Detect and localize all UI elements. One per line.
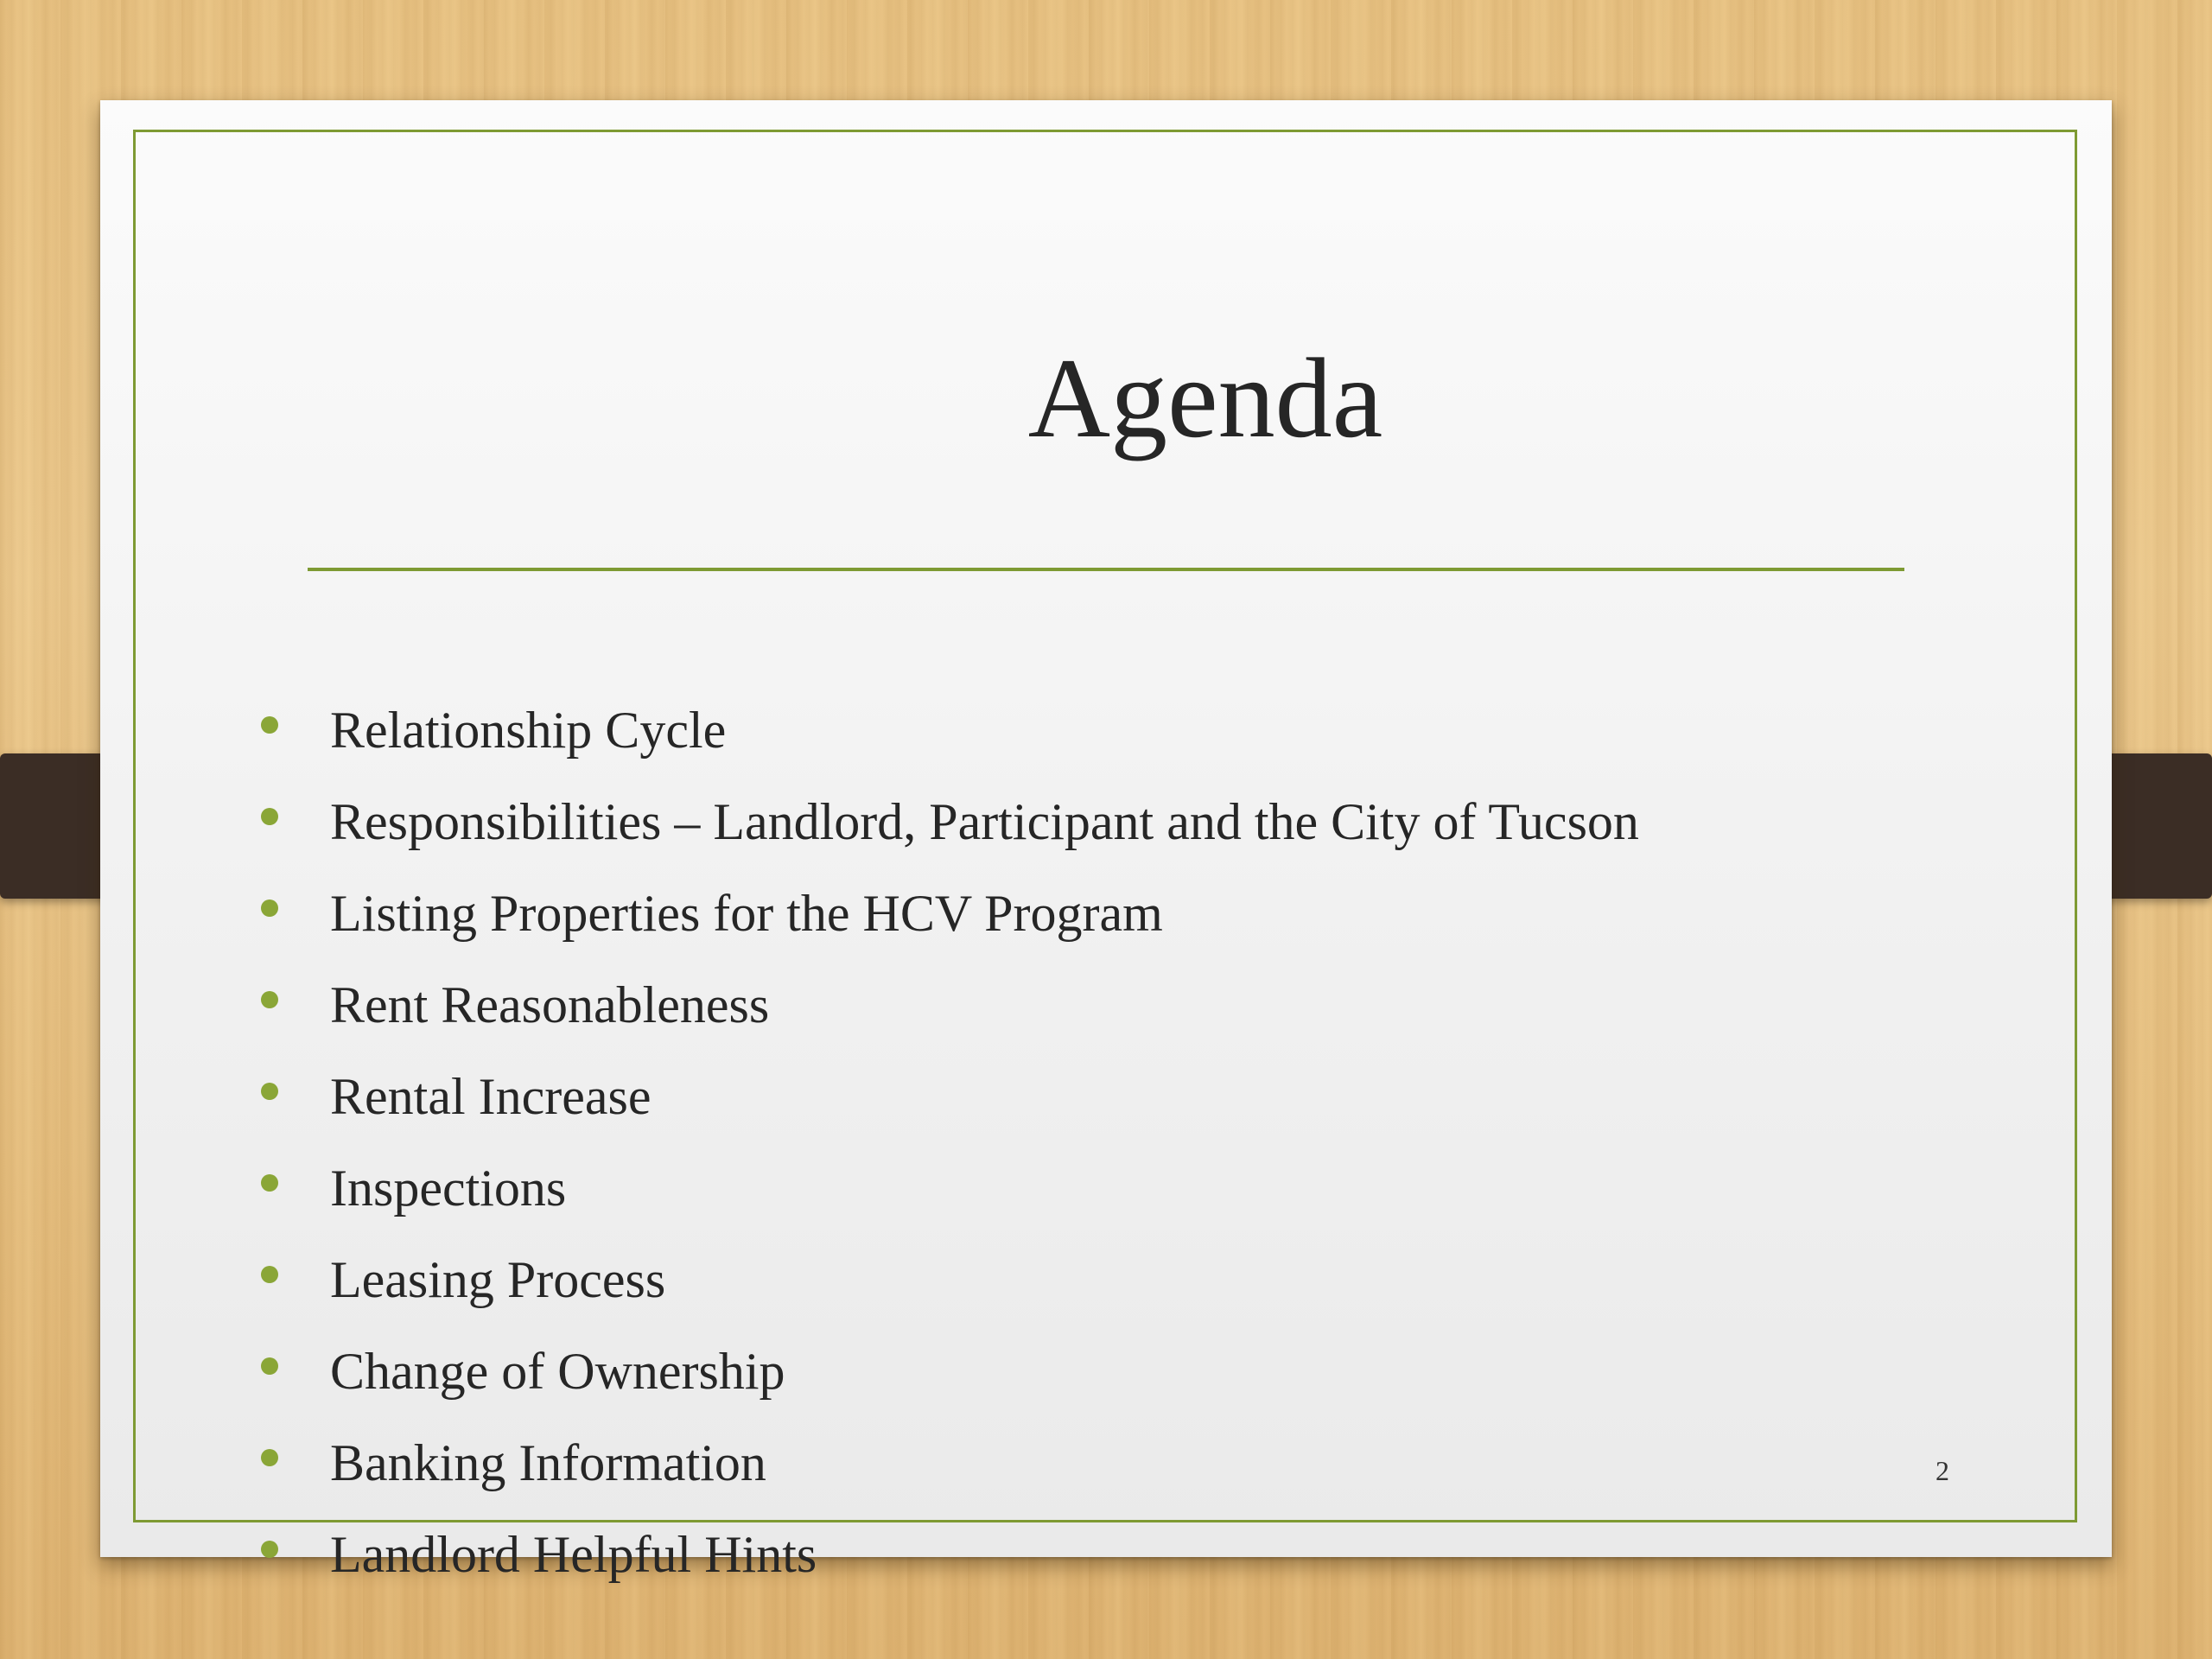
agenda-list	[261, 684, 1639, 1600]
agenda-item-landlord-helpful-hints	[261, 1509, 1639, 1600]
page-number: 2	[1936, 1455, 1949, 1486]
agenda-item-relationship-cycle	[261, 684, 1639, 776]
agenda-item-label: Rental Increase	[330, 1068, 652, 1125]
agenda-item-label: Landlord Helpful Hints	[330, 1526, 817, 1583]
agenda-item-change-of-ownership	[261, 1325, 1639, 1417]
slide	[100, 100, 2112, 1583]
agenda-item-banking-information	[261, 1417, 1639, 1509]
agenda-item-label: Listing Properties for the HCV Program	[330, 885, 1163, 942]
agenda-item-label: Change of Ownership	[330, 1343, 785, 1400]
bullet-icon	[261, 1174, 278, 1192]
bullet-icon	[261, 1449, 278, 1466]
agenda-item-label: Responsibilities – Landlord, Participant and the City of Tucson	[330, 793, 1639, 850]
bullet-icon	[261, 1266, 278, 1283]
bullet-icon	[261, 1541, 278, 1558]
bullet-icon	[261, 899, 278, 917]
slide-title: Agenda	[1027, 334, 1383, 461]
agenda-item-label: Relationship Cycle	[330, 702, 727, 759]
bullet-icon	[261, 1357, 278, 1375]
title-divider	[308, 568, 1904, 571]
agenda-item-label: Inspections	[330, 1160, 567, 1217]
agenda-item-leasing-process	[261, 1234, 1639, 1325]
agenda-item-rent-reasonableness	[261, 959, 1639, 1051]
agenda-item-listing-properties	[261, 868, 1639, 959]
agenda-item-rental-increase	[261, 1051, 1639, 1142]
bullet-icon	[261, 808, 278, 825]
agenda-item-label: Rent Reasonableness	[330, 976, 770, 1033]
bullet-icon	[261, 716, 278, 734]
bullet-icon	[261, 991, 278, 1008]
agenda-item-label: Leasing Process	[330, 1251, 666, 1308]
bullet-icon	[261, 1083, 278, 1100]
agenda-item-label: Banking Information	[330, 1434, 766, 1491]
agenda-item-inspections	[261, 1142, 1639, 1234]
agenda-item-responsibilities	[261, 776, 1639, 868]
